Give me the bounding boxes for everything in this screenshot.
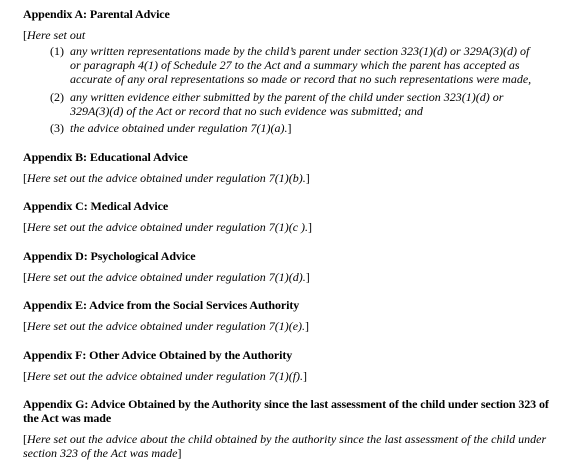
appendix-g-heading-line-1: Appendix G: Advice Obtained by the Authority since the last assessment of the child under section 323 of (23, 397, 549, 411)
appendix-e-body: Here set out the advice obtained under regulation 7(1)(e). (27, 319, 306, 333)
appendix-g-body-line-2: section 323 of the Act was made (23, 446, 178, 460)
close-bracket: ] (287, 121, 292, 135)
close-bracket: ] (305, 319, 310, 333)
appendix-d-heading: Appendix D: Psychological Advice (23, 249, 196, 263)
appendix-b-body: Here set out the advice obtained under regulation 7(1)(b). (27, 171, 306, 185)
appendix-g-body-line-1: Here set out the advice about the child obtained by the authority since the last assessment of the child under (27, 432, 547, 446)
open-bracket: [ (23, 369, 27, 383)
close-bracket: ] (308, 220, 313, 234)
appendix-g-text-line-2 (23, 446, 181, 460)
appendix-b-heading: Appendix B: Educational Advice (23, 150, 188, 164)
close-bracket: ] (177, 446, 182, 460)
open-bracket: [ (23, 171, 27, 185)
appendix-b-text (23, 171, 310, 185)
close-bracket: ] (303, 369, 308, 383)
appendix-c-text (23, 220, 312, 234)
appendix-f-heading: Appendix F: Other Advice Obtained by the Authority (23, 348, 293, 362)
item-1-number: (1) (50, 44, 64, 58)
appendix-e-heading: Appendix E: Advice from the Social Services Authority (23, 298, 300, 312)
item-1-line-3: accurate of any oral representations so made or record that no such representations were made, (70, 72, 532, 86)
item-1-text (70, 44, 550, 86)
appendix-d-body: Here set out the advice obtained under regulation 7(1)(d). (27, 270, 306, 284)
item-1-line-1: any written representations made by the child’s parent under section 323(1)(d) or 329A(3)(d) of (70, 44, 530, 58)
appendix-g-text-line-1 (23, 432, 546, 446)
appendix-d-text (23, 270, 310, 284)
appendix-f-text (23, 369, 307, 383)
appendix-e-text (23, 319, 309, 333)
appendix-g-heading-line-2: the Act was made (23, 411, 112, 425)
item-3-text (70, 121, 292, 135)
appendix-a-intro (23, 28, 85, 42)
appendix-c-body: Here set out the advice obtained under regulation 7(1)(c ). (27, 220, 309, 234)
item-2-number: (2) (50, 90, 64, 104)
appendix-a-heading: Appendix A: Parental Advice (23, 7, 170, 21)
appendix-a-intro-text: Here set out (27, 28, 86, 42)
item-2-line-1: any written evidence either submitted by the parent of the child under section 323(1)(d) or (70, 90, 504, 104)
open-bracket: [ (23, 319, 27, 333)
open-bracket: [ (23, 270, 27, 284)
appendix-f-body: Here set out the advice obtained under regulation 7(1)(f). (27, 369, 304, 383)
item-3-line-1: the advice obtained under regulation 7(1)(a). (70, 121, 288, 135)
appendix-c-heading: Appendix C: Medical Advice (23, 199, 169, 213)
close-bracket: ] (305, 171, 310, 185)
item-3-number: (3) (50, 121, 64, 135)
item-2-line-2: 329A(3)(d) of the Act or record that no such evidence was submitted; and (70, 104, 423, 118)
close-bracket: ] (305, 270, 310, 284)
open-bracket: [ (23, 432, 27, 446)
item-2-text (70, 90, 550, 118)
open-bracket: [ (23, 220, 27, 234)
open-bracket: [ (23, 28, 27, 42)
item-1-line-2: or paragraph 4(1) of Schedule 27 to the Act and a summary which the parent has accepted as (70, 58, 520, 72)
